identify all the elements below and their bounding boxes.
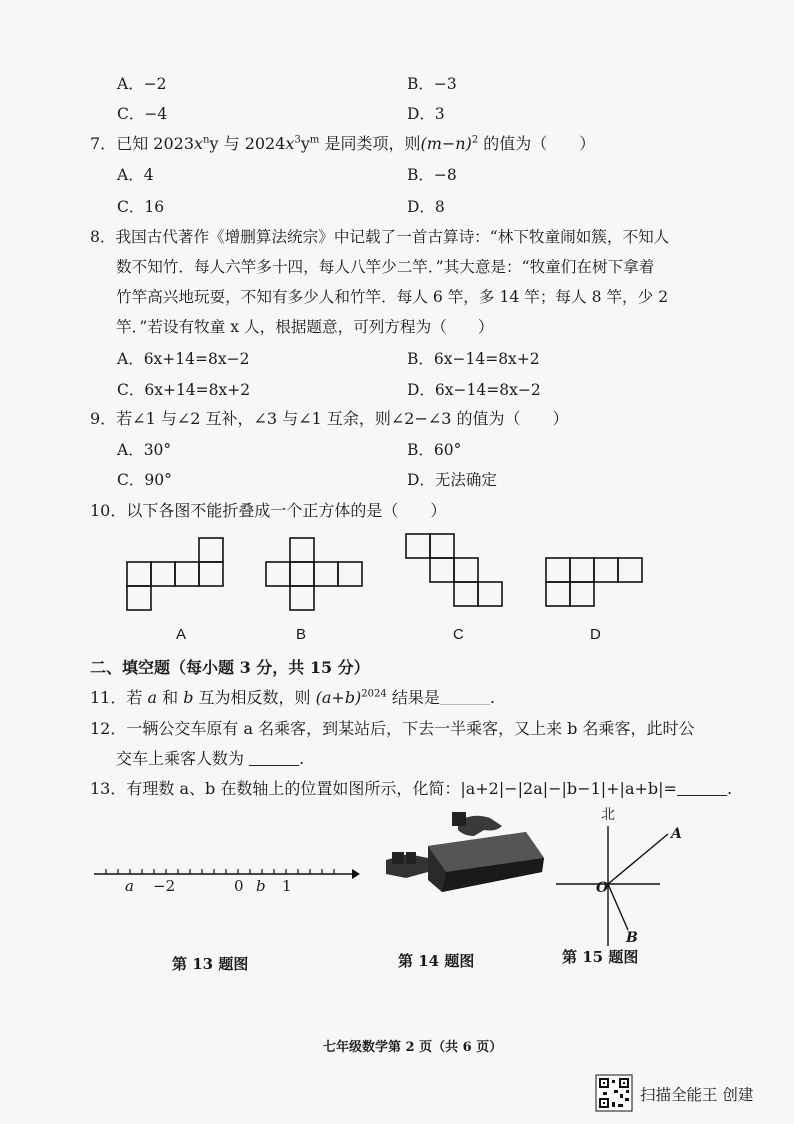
q12-text: 交车上乘客人数为 xyxy=(116,749,245,768)
q6-option-c: C．−4 xyxy=(117,105,168,123)
q11-end: . xyxy=(489,688,495,707)
q8-line-2: 数不知竹．每人六竿多十四，每人八竿少二竿．”其大意是：“牧童们在树下拿着 xyxy=(116,258,655,276)
q7-pre: 已知 2023 xyxy=(116,134,194,153)
caption-q13: 第 13 题图 xyxy=(172,955,249,973)
q13-end: . xyxy=(726,779,733,798)
q7-x1: x xyxy=(194,134,204,153)
q6-option-d: D．3 xyxy=(407,105,445,123)
q7-tail: 的值为（ ） xyxy=(478,134,596,153)
number-line-label-b: b xyxy=(256,877,266,895)
q8-line-3: 竹竿高兴地玩耍，不知有多少人和竹竿．每人 6 竿，多 14 竿；每人 8 竿，少 2 xyxy=(116,288,669,306)
q8-option-d: D．6x−14=8x−2 xyxy=(407,381,541,399)
page-footer: 七年级数学第 2 页（共 6 页） xyxy=(323,1040,503,1055)
q9-option-d: D．无法确定 xyxy=(407,471,497,489)
q7-x1-exp: n xyxy=(203,134,210,146)
number-line-label-1: 1 xyxy=(282,877,292,895)
q11-mid: 和 xyxy=(157,688,184,707)
q10-stem: 10．以下各图不能折叠成一个正方体的是（ ） xyxy=(90,501,447,520)
q12-end: . xyxy=(299,749,305,768)
q7-y2: y xyxy=(300,134,310,153)
q11-a: a xyxy=(147,688,157,707)
q7-text: 是同类项，则 xyxy=(319,134,421,153)
q8-line-1: 8．我国古代著作《增删算法统宗》中记载了一首古算诗：“林下牧童闹如簇，不知人 xyxy=(90,228,670,246)
q7-mid: y 与 2024 xyxy=(209,134,286,153)
q7-y2-exp: m xyxy=(309,134,320,146)
q7-option-b: B．−8 xyxy=(407,166,457,184)
q7-x2-exp: 3 xyxy=(294,134,301,146)
q7-expr-exp: 2 xyxy=(471,134,479,146)
compass-north-label: 北 xyxy=(601,807,615,823)
q9-option-b: B．60° xyxy=(407,441,462,459)
caption-q14: 第 14 题图 xyxy=(398,952,475,970)
q7-x2: x xyxy=(285,134,295,153)
q8-option-a: A．6x+14=8x−2 xyxy=(117,350,250,368)
q8-line-4: 竿．”若设有牧童 x 人，根据题意，可列方程为（ ） xyxy=(116,318,494,336)
compass-origin-label: O xyxy=(596,880,609,896)
net-label-c: C xyxy=(453,626,464,643)
q7-option-c: C．16 xyxy=(117,198,165,216)
q11-exp: 2024 xyxy=(361,688,387,700)
q11-post: 互为相反数，则 xyxy=(193,688,316,707)
net-label-b: B xyxy=(296,626,307,643)
q9-stem: 9．若∠1 与∠2 互补，∠3 与∠1 互余，则∠2−∠3 的值为（ ） xyxy=(90,409,569,428)
q7-option-d: D．8 xyxy=(407,198,445,216)
q6-option-b: B．−3 xyxy=(407,75,457,93)
q7-num: 7． xyxy=(90,134,117,153)
section-2-heading: 二、填空题（每小题 3 分，共 15 分） xyxy=(90,658,370,677)
watermark-text: 扫描全能王 创建 xyxy=(640,1086,754,1104)
q11-b: b xyxy=(183,688,194,707)
q11-expr: (a+b) xyxy=(315,688,362,707)
compass-point-b-label: B xyxy=(626,930,638,946)
net-label-a: A xyxy=(176,626,187,643)
net-label-d: D xyxy=(590,626,601,643)
compass-point-a-label: A xyxy=(671,826,682,842)
q11-pre: 11．若 xyxy=(90,688,148,707)
number-line-label-neg2: −2 xyxy=(153,877,176,895)
number-line-label-0: 0 xyxy=(234,877,244,895)
q9-option-a: A．30° xyxy=(117,441,172,459)
q7-option-a: A．4 xyxy=(117,166,154,184)
caption-q15: 第 15 题图 xyxy=(562,948,639,966)
q11-tail: 结果是 xyxy=(386,688,440,707)
q8-option-b: B．6x−14=8x+2 xyxy=(407,350,540,368)
q7-expr: (m−n) xyxy=(420,134,472,153)
number-line-label-a: a xyxy=(125,877,134,895)
q9-option-c: C．90° xyxy=(117,471,172,489)
q13-text: 13．有理数 a、b 在数轴上的位置如图所示，化简：|a+2|−|2a|−|b−1|+|a+b|= xyxy=(90,779,677,798)
q12-line-1: 12．一辆公交车原有 a 名乘客，到某站后，下去一半乘客，又上来 b 名乘客，此时公 xyxy=(90,719,695,738)
q8-option-c: C．6x+14=8x+2 xyxy=(117,381,251,399)
q6-option-a: A．−2 xyxy=(117,75,167,93)
